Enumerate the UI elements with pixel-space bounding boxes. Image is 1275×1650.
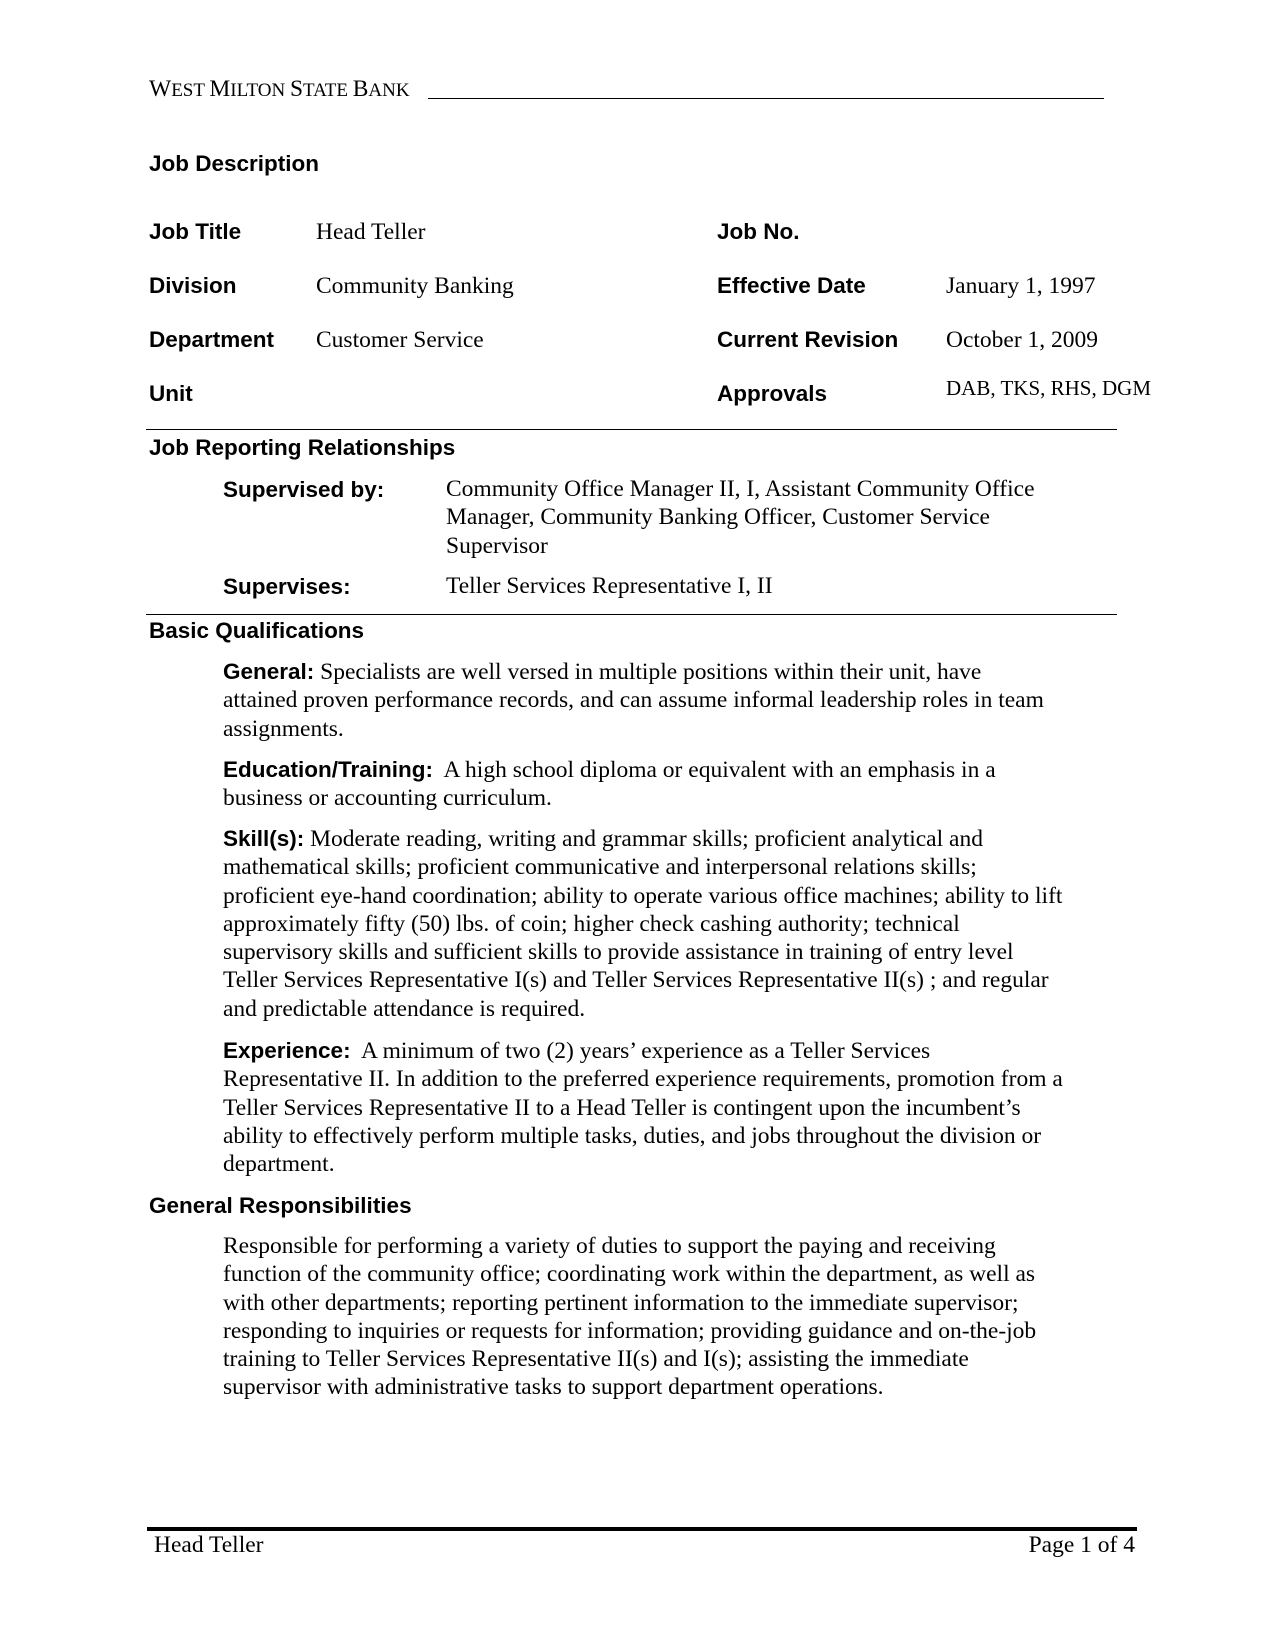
line: Teller Services Representative II to a Head Teller is contingent upon the incumbent’s — [223, 1094, 1021, 1121]
supervised-by-value — [446, 475, 1035, 560]
experience-label: Experience: — [223, 1038, 351, 1063]
division-value: Community Banking — [316, 273, 514, 299]
divider — [146, 429, 1117, 430]
line: Moderate reading, writing and grammar skills; proficient analytical and — [310, 826, 983, 852]
unit-label: Unit — [149, 381, 193, 406]
education-label: Education/Training: — [223, 757, 434, 782]
effective-date-value: January 1, 1997 — [946, 273, 1096, 299]
line: supervisor with administrative tasks to support department operations. — [223, 1374, 884, 1401]
line: Supervisor — [446, 532, 548, 559]
line: Teller Services Representative I(s) and Teller Services Representative II(s) ; and regular — [223, 967, 1049, 994]
line: Specialists are well versed in multiple positions within their unit, have — [320, 659, 982, 685]
t: EST — [171, 80, 210, 101]
t: ILTON — [230, 80, 290, 101]
approvals-value: DAB, TKS, RHS, DGM — [946, 376, 1151, 400]
line: Community Office Manager II, I, Assistant Community Office — [446, 476, 1035, 502]
page-title: Job Description — [149, 151, 320, 176]
line: proficient eye-hand coordination; ability to operate various office machines; ability to lift — [223, 882, 1063, 909]
footer-rule — [147, 1527, 1137, 1531]
line: Responsible for performing a variety of duties to support the paying and receiving — [223, 1233, 996, 1259]
supervised-by-label: Supervised by: — [223, 477, 385, 502]
t: S — [289, 76, 304, 102]
line: supervisory skills and sufficient skills to provide assistance in training of entry level — [223, 939, 1014, 966]
line: business or accounting curriculum. — [223, 785, 552, 812]
supervises-value: Teller Services Representative I, II — [446, 573, 773, 599]
line: A high school diploma or equivalent with an emphasis in a — [443, 757, 996, 783]
department-label: Department — [149, 327, 275, 352]
line: attained proven performance records, and can assume informal leadership roles in team — [223, 687, 1044, 714]
general-label: General: — [223, 659, 315, 684]
responsibilities-paragraph — [223, 1232, 1036, 1402]
education-paragraph — [223, 756, 996, 813]
skills-paragraph — [223, 825, 1062, 1023]
reporting-heading: Job Reporting Relationships — [149, 435, 456, 460]
skills-label: Skill(s): — [223, 826, 305, 851]
responsibilities-heading: General Responsibilities — [149, 1193, 412, 1218]
job-title-label: Job Title — [149, 219, 242, 244]
line: with other departments; reporting pertinent information to the immediate supervisor; — [223, 1289, 1019, 1316]
line: approximately fifty (50) lbs. of coin; higher check cashing authority; technical — [223, 910, 960, 937]
divider — [146, 614, 1117, 615]
line: and predictable attendance is required. — [223, 995, 586, 1022]
division-label: Division — [149, 273, 237, 298]
line: department. — [223, 1151, 335, 1178]
general-paragraph — [223, 658, 1044, 743]
effective-date-label: Effective Date — [717, 273, 866, 298]
t: TATE — [303, 80, 353, 101]
department-value: Customer Service — [316, 327, 484, 353]
approvals-label: Approvals — [717, 381, 828, 406]
current-revision-label: Current Revision — [717, 327, 899, 352]
experience-paragraph — [223, 1037, 1063, 1178]
t: B — [352, 76, 369, 102]
t: ANK — [368, 80, 410, 101]
header-underline — [428, 98, 1104, 99]
footer-left: Head Teller — [154, 1532, 264, 1558]
qualifications-heading: Basic Qualifications — [149, 618, 365, 643]
footer-page-number: Page 1 of 4 — [1028, 1532, 1135, 1558]
line: training to Teller Services Representative II(s) and I(s); assisting the immediate — [223, 1346, 969, 1373]
line: Representative II. In addition to the preferred experience requirements, promotion from a — [223, 1066, 1063, 1093]
job-title-value: Head Teller — [316, 219, 426, 245]
t: M — [209, 76, 231, 102]
line: ability to effectively perform multiple tasks, duties, and jobs throughout the division or — [223, 1122, 1042, 1149]
job-no-label: Job No. — [717, 219, 800, 244]
bank-name-header — [149, 76, 410, 103]
line: function of the community office; coordinating work within the department, as well as — [223, 1261, 1036, 1288]
line: mathematical skills; proficient communicative and interpersonal relations skills; — [223, 854, 977, 881]
line: Manager, Community Banking Officer, Customer Service — [446, 504, 990, 531]
line: assignments. — [223, 715, 344, 742]
t: W — [149, 76, 172, 102]
line: responding to inquiries or requests for information; providing guidance and on-the-job — [223, 1317, 1037, 1344]
line: A minimum of two (2) years’ experience as a Teller Services — [361, 1038, 931, 1064]
supervises-label: Supervises: — [223, 574, 351, 599]
current-revision-value: October 1, 2009 — [946, 327, 1099, 353]
